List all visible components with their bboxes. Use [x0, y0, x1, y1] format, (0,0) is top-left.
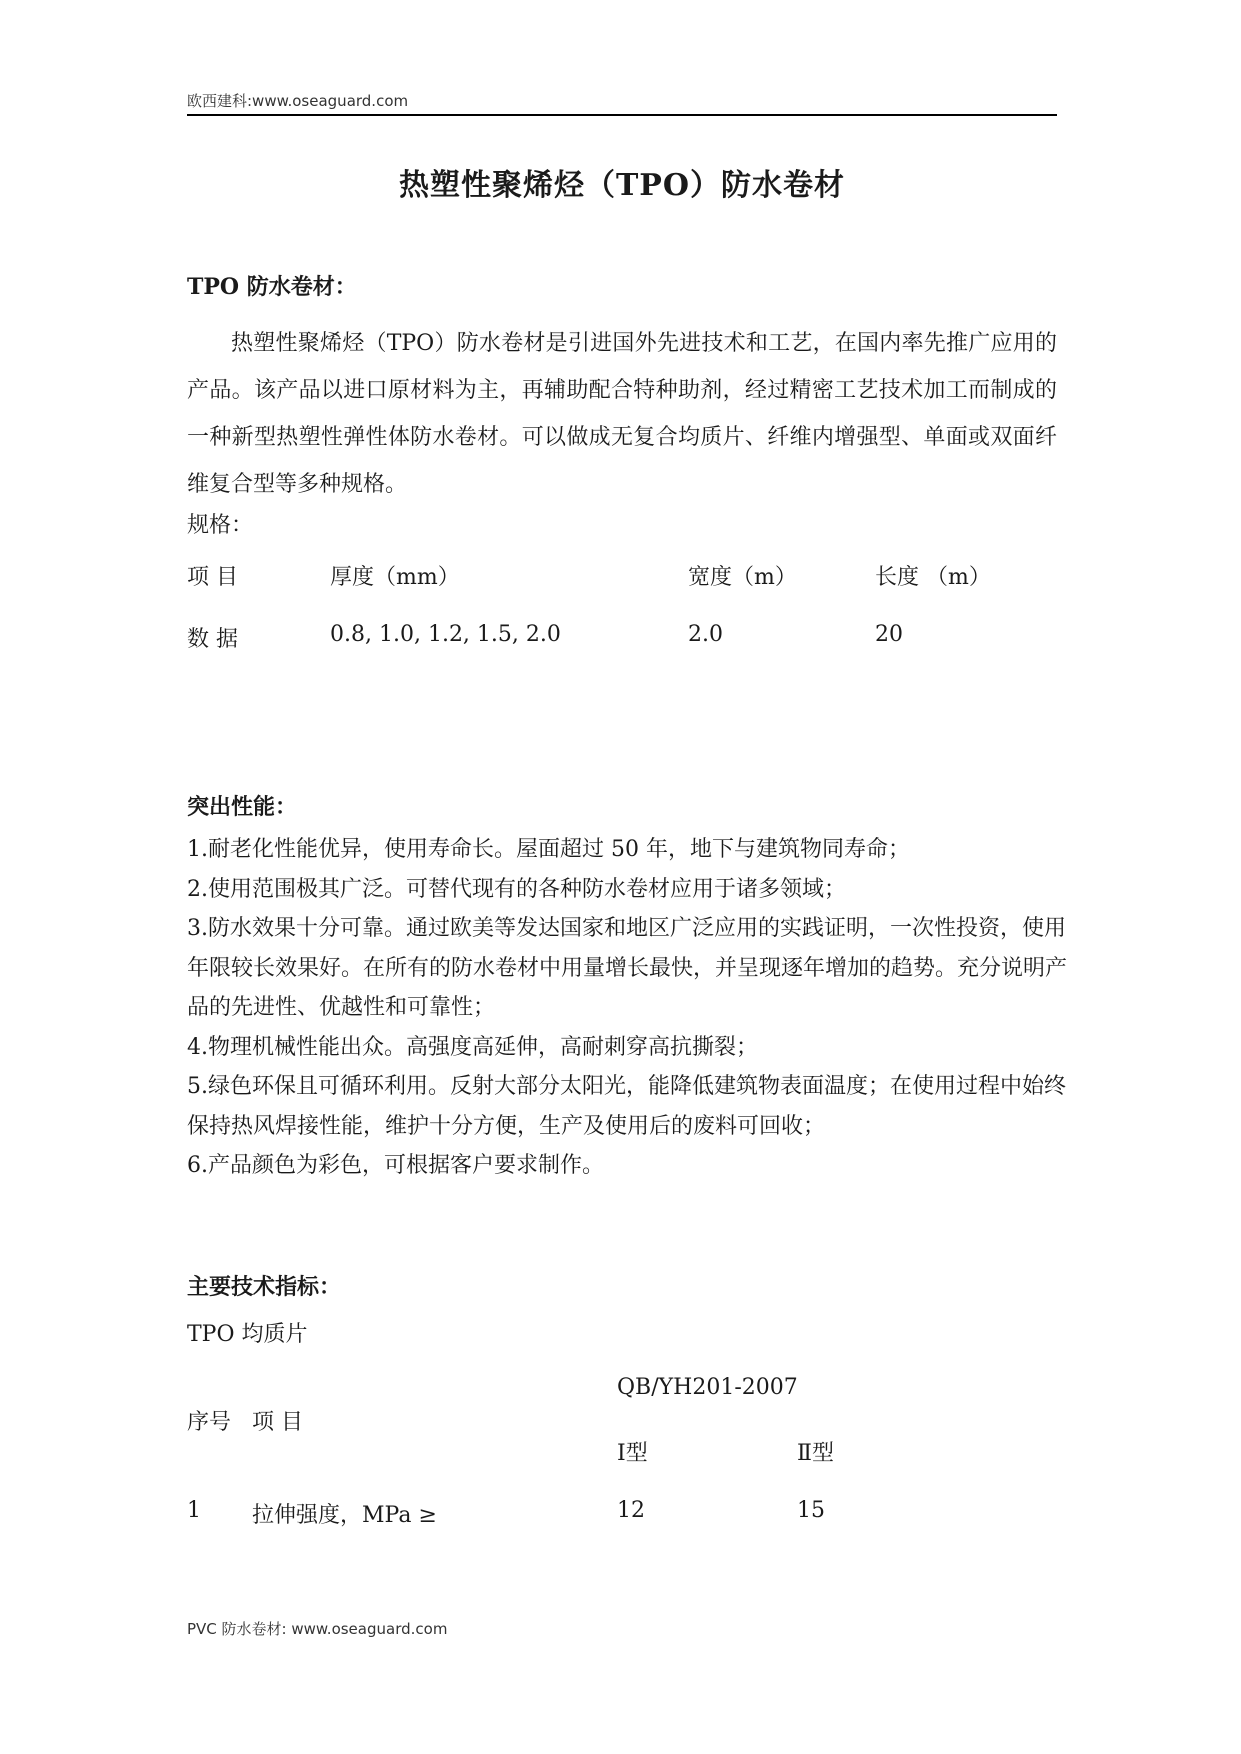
- spec-heading: 规格：: [187, 513, 254, 538]
- header-divider: [187, 114, 1057, 116]
- spec-data-thickness: 0.8, 1.0, 1.2, 1.5, 2.0: [330, 622, 561, 647]
- spec-data-item: 数 据: [187, 627, 238, 652]
- intro-paragraph: 热塑性聚烯烃（TPO）防水卷材是引进国外先进技术和工艺，在国内率先推广应用的产品。该产品以进口原材料为主，再辅助配合特种助剂，经过精密工艺技术加工而制成的一种新型热塑性弹性体防水卷材。可以做成无复合均质片、纤维内增强型、单面或双面纤维复合型等多种规格。: [187, 331, 1057, 497]
- spec-data-length: 20: [875, 622, 903, 647]
- tech-row-v1: 12: [617, 1498, 645, 1523]
- spec-header-width: 宽度（m）: [688, 565, 797, 590]
- spec-header-thickness: 厚度（mm）: [330, 565, 460, 590]
- spec-header-item: 项 目: [187, 565, 238, 590]
- tech-heading: 主要技术指标：: [187, 1274, 342, 1300]
- feature-item: 4.物理机械性能出众。高强度高延伸，高耐刺穿高抗撕裂；: [187, 1034, 758, 1060]
- features-list: [187, 830, 1067, 1186]
- intro-heading: TPO 防水卷材：: [187, 274, 357, 300]
- feature-item: 6.产品颜色为彩色，可根据客户要求制作。: [187, 1153, 604, 1178]
- tech-standard: QB/YH201-2007: [617, 1375, 798, 1400]
- tech-col-item: 项 目: [252, 1410, 303, 1435]
- tech-row-no: 1: [187, 1498, 201, 1523]
- features-heading: 突出性能：: [187, 794, 298, 820]
- page-footer: PVC 防水卷材: www.oseaguard.com: [187, 1620, 448, 1638]
- tech-row-v2: 15: [797, 1498, 825, 1523]
- document-title: 热塑性聚烯烃（TPO）防水卷材: [398, 168, 845, 203]
- tech-subheading: TPO 均质片: [187, 1322, 308, 1347]
- spec-data-width: 2.0: [688, 622, 723, 647]
- tech-row-item: 拉伸强度，MPa ≥: [252, 1503, 437, 1528]
- tech-type2: Ⅱ型: [797, 1441, 834, 1466]
- feature-item: 2.使用范围极其广泛。可替代现有的各种防水卷材应用于诸多领域；: [187, 876, 846, 902]
- tech-col-no: 序号: [187, 1410, 232, 1435]
- feature-item: 3.防水效果十分可靠。通过欧美等发达国家和地区广泛应用的实践证明，一次性投资，使用年限较长效果好。在所有的防水卷材中用量增长最快，并呈现逐年增加的趋势。充分说明产品的先进性、优越性和可靠性；: [187, 916, 1068, 1020]
- feature-item: 1.耐老化性能优异，使用寿命长。屋面超过 50 年，地下与建筑物同寿命；: [187, 837, 910, 862]
- tech-type1: Ⅰ型: [617, 1441, 648, 1466]
- page-header: 欧西建科:www.oseaguard.com: [187, 92, 409, 110]
- spec-header-length: 长度 （m）: [875, 565, 991, 590]
- feature-item: 5.绿色环保且可循环利用。反射大部分太阳光，能降低建筑物表面温度；在使用过程中始终保持热风焊接性能，维护十分方便，生产及使用后的废料可回收；: [187, 1074, 1066, 1139]
